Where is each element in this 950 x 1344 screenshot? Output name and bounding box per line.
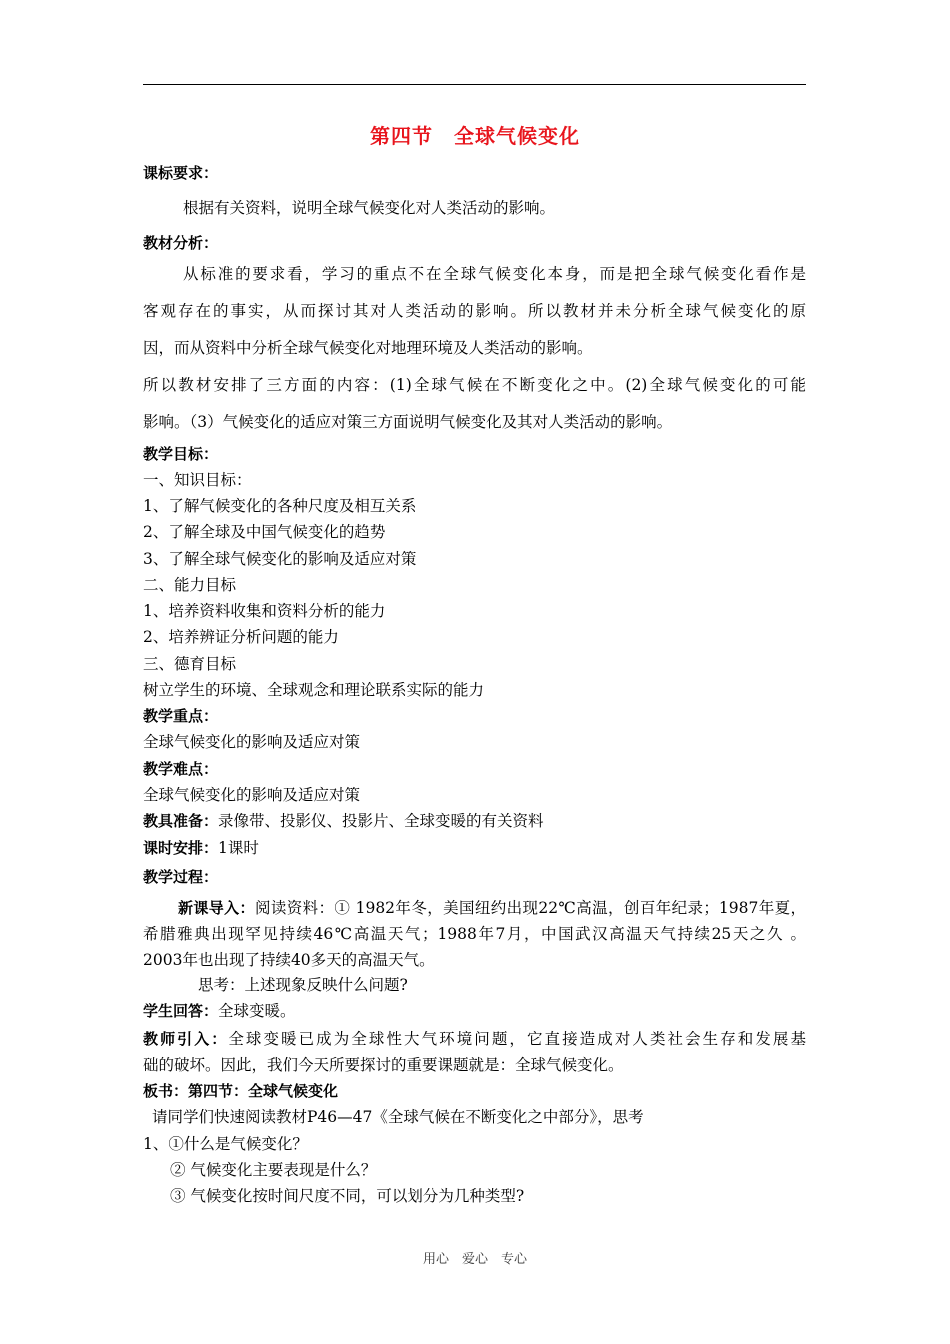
time-text: 1课时	[218, 839, 259, 857]
analysis-p1-line2: 客观存在的事实，从而探讨其对人类活动的影响。所以教材并未分析全球气候变化的原	[143, 302, 806, 320]
difficult-text: 全球气候变化的影响及适应对策	[143, 786, 361, 804]
intro-text: 阅读资料：① 1982年冬，美国纽约出现22℃高温，创百年纪录；1987年夏，	[254, 899, 806, 917]
question-1: 1、①什么是气候变化？	[143, 1135, 308, 1153]
key-heading: 教学重点：	[143, 707, 219, 725]
intro-line1	[178, 898, 806, 918]
teacher-line2: 础的破坏。因此，我们今天所要探讨的重要课题就是：全球气候变化。	[143, 1056, 624, 1074]
goal-item: 1、培养资料收集和资料分析的能力	[143, 602, 386, 620]
tools-heading: 教具准备：	[143, 812, 219, 830]
page-footer: 用心 爱心 专心	[422, 1252, 527, 1267]
teacher-text: 全球变暖已成为全球性大气环境问题，它直接造成对人类社会生存和发展基	[228, 1030, 806, 1048]
teacher-label: 教师引入：	[143, 1030, 229, 1048]
analysis-p1-line3: 因，而从资料中分析全球气候变化对地理环境及人类活动的影响。	[143, 339, 593, 357]
question-3: ③ 气候变化按时间尺度不同，可以划分为几种类型?	[170, 1187, 525, 1205]
curriculum-text: 根据有关资料，说明全球气候变化对人类活动的影响。	[183, 199, 556, 217]
goal-item: 1、了解气候变化的各种尺度及相互关系	[143, 497, 417, 515]
header-rule	[143, 84, 806, 85]
time-heading: 课时安排：	[143, 839, 219, 857]
tools-row	[143, 811, 544, 831]
analysis-heading: 教材分析：	[143, 234, 219, 252]
tools-text: 录像带、投影仪、投影片、全球变暖的有关资料	[218, 812, 544, 830]
intro-line3: 2003年也出现了持续40多天的高温天气。	[143, 951, 435, 969]
goal-item: 二、能力目标	[143, 576, 237, 594]
process-heading: 教学过程：	[143, 868, 219, 886]
board-text: 板书：第四节：全球气候变化	[143, 1082, 339, 1100]
difficult-heading: 教学难点：	[143, 760, 219, 778]
student-label: 学生回答：	[143, 1002, 219, 1020]
goal-item: 2、了解全球及中国气候变化的趋势	[143, 523, 386, 541]
goal-item: 一、知识目标：	[143, 471, 252, 489]
goal-item: 三、德育目标	[143, 655, 237, 673]
think-text: 思考：上述现象反映什么问题?	[198, 976, 408, 994]
student-text: 全球变暖。	[218, 1002, 296, 1020]
analysis-p1-line1: 从标准的要求看，学习的重点不在全球气候变化本身，而是把全球气候变化看作是	[183, 265, 806, 283]
analysis-p2-line1: 所以教材安排了三方面的内容：(1)全球气候在不断变化之中。(2)全球气候变化的可能	[143, 376, 806, 394]
page-title: 第四节 全球气候变化	[370, 124, 580, 148]
analysis-p2-line2: 影响。（3）气候变化的适应对策三方面说明气候变化及其对人类活动的影响。	[143, 413, 673, 431]
question-2: ② 气候变化主要表现是什么？	[170, 1161, 377, 1179]
intro-label: 新课导入：	[178, 899, 255, 917]
goal-item: 树立学生的环境、全球观念和理论联系实际的能力	[143, 681, 485, 699]
student-row	[143, 1001, 296, 1021]
read-text: 请同学们快速阅读教材P46—47《全球气候在不断变化之中部分》，思考	[152, 1108, 644, 1126]
goal-item: 3、了解全球气候变化的影响及适应对策	[143, 550, 417, 568]
curriculum-heading: 课标要求：	[143, 164, 219, 182]
goal-item: 2、培养辨证分析问题的能力	[143, 628, 339, 646]
goals-heading: 教学目标：	[143, 445, 219, 463]
time-row	[143, 838, 259, 858]
intro-line2: 希腊雅典出现罕见持续46℃高温天气；1988年7月，中国武汉高温天气持续25天之久 。	[143, 925, 806, 943]
key-text: 全球气候变化的影响及适应对策	[143, 733, 361, 751]
teacher-line1	[143, 1029, 806, 1049]
